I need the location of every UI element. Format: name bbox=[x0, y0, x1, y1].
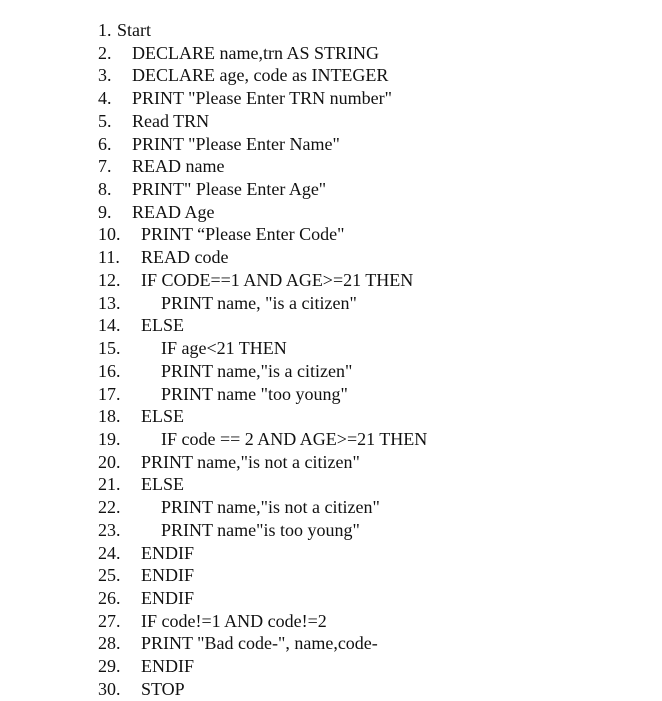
line-text: Read TRN bbox=[132, 110, 210, 131]
code-line bbox=[0, 87, 662, 110]
code-line bbox=[0, 405, 662, 428]
line-text: PRINT "Bad code-", name,code- bbox=[141, 633, 378, 654]
code-line bbox=[0, 564, 662, 587]
code-line bbox=[0, 337, 662, 360]
code-line bbox=[0, 133, 662, 156]
line-number: 27. bbox=[98, 610, 121, 631]
line-number: 8. bbox=[98, 179, 112, 200]
line-text: DECLARE name,trn AS STRING bbox=[132, 42, 379, 63]
code-line bbox=[0, 383, 662, 406]
line-number: 6. bbox=[98, 133, 112, 154]
code-line bbox=[0, 587, 662, 610]
line-number: 21. bbox=[98, 474, 121, 495]
line-text: ENDIF bbox=[141, 656, 194, 677]
line-number: 5. bbox=[98, 110, 112, 131]
line-text: PRINT name,"is a citizen" bbox=[161, 360, 353, 381]
line-number: 30. bbox=[98, 678, 121, 699]
line-number: 25. bbox=[98, 565, 121, 586]
line-number: 2. bbox=[98, 42, 112, 63]
code-line bbox=[0, 155, 662, 178]
line-text: PRINT name"is too young" bbox=[161, 519, 360, 540]
line-text: ELSE bbox=[141, 315, 184, 336]
line-number: 13. bbox=[98, 292, 121, 313]
code-line bbox=[0, 428, 662, 451]
line-text: IF CODE==1 AND AGE>=21 THEN bbox=[141, 269, 414, 290]
line-text: ELSE bbox=[141, 406, 184, 427]
code-line bbox=[0, 678, 662, 701]
line-number: 17. bbox=[98, 383, 121, 404]
code-line bbox=[0, 496, 662, 519]
line-text: READ code bbox=[141, 247, 229, 268]
line-number: 11. bbox=[98, 247, 120, 268]
code-line bbox=[0, 473, 662, 496]
code-line bbox=[0, 269, 662, 292]
line-number: 10. bbox=[98, 224, 121, 245]
line-number: 7. bbox=[98, 156, 112, 177]
line-text: STOP bbox=[141, 678, 185, 699]
code-line bbox=[0, 246, 662, 269]
line-number: 16. bbox=[98, 360, 121, 381]
line-text: READ name bbox=[132, 156, 225, 177]
line-number: 19. bbox=[98, 428, 121, 449]
line-text: ENDIF bbox=[141, 588, 194, 608]
line-number: 4. bbox=[98, 88, 112, 109]
line-text: READ Age bbox=[132, 201, 215, 222]
code-line bbox=[0, 632, 662, 655]
line-text: ELSE bbox=[141, 474, 184, 495]
line-number: 12. bbox=[98, 269, 121, 290]
code-line bbox=[0, 451, 662, 474]
line-text: PRINT" Please Enter Age" bbox=[132, 179, 327, 200]
line-text: PRINT name,"is not a citizen" bbox=[161, 497, 380, 518]
line-text: PRINT "Please Enter TRN number" bbox=[132, 88, 392, 109]
line-text: PRINT name,"is not a citizen" bbox=[141, 451, 360, 472]
code-line bbox=[0, 314, 662, 337]
line-text: PRINT name, "is a citizen" bbox=[161, 292, 357, 313]
line-text: PRINT "Please Enter Name" bbox=[132, 133, 340, 154]
code-line bbox=[0, 201, 662, 224]
code-line bbox=[0, 360, 662, 383]
line-number: 24. bbox=[98, 542, 121, 563]
code-line bbox=[0, 42, 662, 65]
code-line bbox=[0, 519, 662, 542]
line-text: ENDIF bbox=[141, 542, 194, 563]
line-text: IF age<21 THEN bbox=[161, 338, 287, 359]
line-number: 23. bbox=[98, 519, 121, 540]
line-number: 20. bbox=[98, 451, 121, 472]
line-text: PRINT name "too young" bbox=[161, 383, 348, 404]
line-number: 14. bbox=[98, 315, 121, 336]
code-line bbox=[0, 655, 662, 678]
code-line bbox=[0, 223, 662, 246]
line-number: 3. bbox=[98, 65, 112, 86]
line-text: PRINT “Please Enter Code" bbox=[141, 224, 345, 245]
line-text: Start bbox=[117, 20, 151, 40]
line-text: ENDIF bbox=[141, 565, 194, 586]
code-line bbox=[0, 64, 662, 87]
code-line bbox=[0, 610, 662, 633]
line-text: IF code == 2 AND AGE>=21 THEN bbox=[161, 428, 428, 449]
code-line bbox=[0, 292, 662, 315]
line-number: 28. bbox=[98, 633, 121, 654]
code-line bbox=[0, 110, 662, 133]
line-number: 29. bbox=[98, 656, 121, 677]
line-number: 18. bbox=[98, 406, 121, 427]
line-number: 15. bbox=[98, 338, 121, 359]
line-text: IF code!=1 AND code!=2 bbox=[141, 610, 327, 631]
code-line bbox=[0, 542, 662, 565]
line-number: 22. bbox=[98, 497, 121, 518]
code-line bbox=[0, 19, 662, 42]
code-line bbox=[0, 178, 662, 201]
line-number: 26. bbox=[98, 588, 121, 608]
line-text: DECLARE age, code as INTEGER bbox=[132, 65, 389, 86]
line-number: 9. bbox=[98, 201, 112, 222]
line-number: 1. bbox=[98, 20, 112, 40]
